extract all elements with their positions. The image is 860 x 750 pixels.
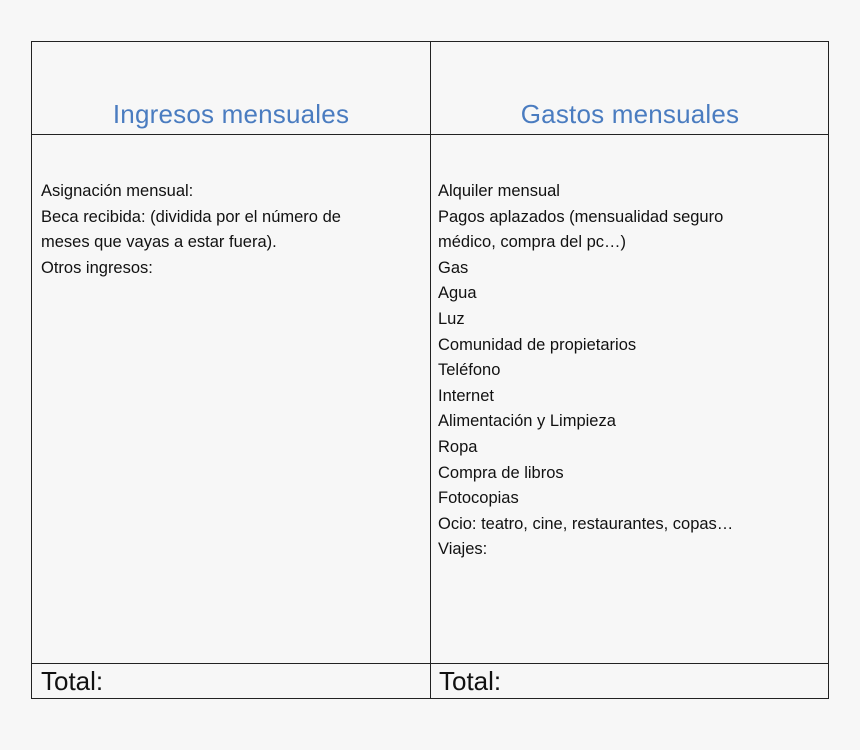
expense-item: Ropa — [438, 437, 478, 456]
income-heading: Ingresos mensuales — [112, 99, 350, 129]
income-item: meses que vayas a estar fuera). — [41, 233, 277, 252]
total-row-divider — [32, 663, 828, 664]
income-item-list — [41, 179, 411, 281]
expense-item: Viajes: — [438, 540, 488, 559]
expenses-heading: Gastos mensuales — [520, 99, 740, 129]
expense-item: Agua — [438, 284, 477, 303]
expense-item: Luz — [438, 309, 465, 328]
expense-item: Alimentación y Limpieza — [438, 412, 616, 431]
expense-item: Teléfono — [438, 361, 501, 380]
expenses-item-list — [438, 179, 818, 563]
expense-item: Ocio: teatro, cine, restaurantes, copas… — [438, 514, 734, 533]
budget-table — [31, 41, 829, 699]
income-item: Asignación mensual: — [41, 182, 194, 200]
expense-item: Internet — [438, 386, 494, 405]
expense-item: Comunidad de propietarios — [438, 335, 637, 354]
expenses-total-label: Total: — [439, 666, 502, 696]
income-item: Otros ingresos: — [41, 258, 153, 277]
income-item: Beca recibida: (dividida por el número de — [41, 207, 341, 226]
expense-item: Alquiler mensual — [438, 182, 560, 200]
column-divider — [430, 42, 431, 698]
income-total-label: Total: — [41, 666, 104, 696]
expense-item: Pagos aplazados (mensualidad seguro — [438, 207, 724, 226]
expense-item: médico, compra del pc…) — [438, 233, 626, 252]
expense-item: Gas — [438, 258, 469, 277]
expense-item: Compra de libros — [438, 463, 564, 482]
header-row-divider — [32, 134, 828, 135]
expense-item: Fotocopias — [438, 489, 519, 508]
